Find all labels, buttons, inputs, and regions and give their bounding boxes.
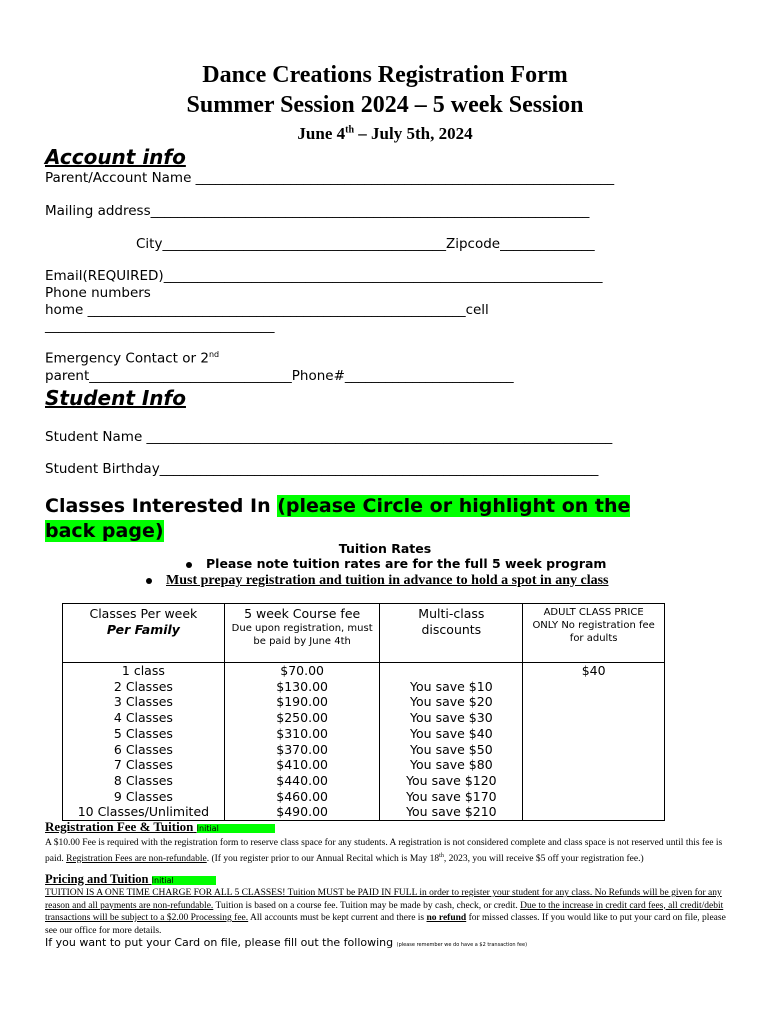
tuition-fee-table <box>62 603 665 821</box>
tuition-rates-heading: Tuition Rates <box>338 541 432 556</box>
student-birthday-field[interactable]: Student Birthday_________________________________________________________________ <box>45 461 599 477</box>
tuition-bullet-1: Please note tuition rates are for the full 5 week program <box>186 556 606 571</box>
table-row: 7 Classes $410.00 You save $80 <box>63 757 665 773</box>
table-row: 5 Classes $310.00 You save $40 <box>63 726 665 742</box>
card-on-file-line: If you want to put your Card on file, please fill out the following (please remember we do have a $2 transaction fee) <box>45 936 528 949</box>
pricing-tuition-heading: Pricing and Tuition Initial <box>45 872 216 887</box>
table-row: 3 Classes $190.00 You save $20 <box>63 694 665 710</box>
cell-phone-line[interactable]: __________________________________ <box>45 318 275 334</box>
city-zipcode-field[interactable]: City__________________________________________Zipcode______________ <box>136 236 595 252</box>
registration-fee-text: A $10.00 Fee is required with the registration form to reserve class space for any students. A registration is not considered complete and class space is not reserved until this fee is paid. Registration Fees are non-refundable. (If you register prior to our Annual Recital which is May 18th, 2023, you will receive $5 off your registration fee.) <box>45 838 723 864</box>
student-info-heading: Student Info <box>45 386 186 410</box>
table-row: 9 Classes $460.00 You save $170 <box>63 789 665 805</box>
parent-account-name-field[interactable]: Parent/Account Name ______________________________________________________________ <box>45 170 615 186</box>
bullet-icon <box>146 578 152 584</box>
registration-fee-heading: Registration Fee & Tuition Initial <box>45 819 275 835</box>
classes-highlight-note: (please Circle or highlight on the <box>277 495 631 517</box>
registration-initial-field[interactable]: Initial <box>197 824 275 833</box>
pricing-tuition-text: TUITION IS A ONE TIME CHARGE FOR ALL 5 CLASSES! Tuition MUST be PAID IN FULL in order to register your student for any class. No Refunds will be given for any reason and all payments are non-refundable. Tuition is based on a course fee. Tuition may be made by cash, check, or credit. Due to the increase in credit card fees, all credit/debit transactions will be subject to a $2.00 Processing fee. All accounts must be kept current and there is no refund for missed classes. If you would like to put your card on file, please see our office for more details. <box>45 888 726 936</box>
table-header-row <box>63 604 665 663</box>
header-course-fee: 5 week Course fee Due upon registration, must be paid by June 4th <box>224 604 380 663</box>
table-row: 1 class $70.00 $40 <box>63 663 665 679</box>
transaction-fee-note: (please remember we do have a $2 transaction fee) <box>396 942 528 948</box>
header-classes-per-week: Classes Per week Per Family <box>63 604 225 663</box>
form-title: Dance Creations Registration Form <box>202 62 568 88</box>
classes-interested-heading: Classes Interested In (please Circle or highlight on the back page) <box>45 495 631 542</box>
table-row: 8 Classes $440.00 You save $120 <box>63 773 665 789</box>
emergency-contact-field[interactable]: parent______________________________Phone#_________________________ <box>45 368 514 384</box>
mailing-address-field[interactable]: Mailing address_________________________________________________________________ <box>45 203 590 219</box>
emergency-contact-label: Emergency Contact or 2nd <box>45 350 220 367</box>
table-row: 4 Classes $250.00 You save $30 <box>63 710 665 726</box>
header-multi-class-discounts: Multi-class discounts <box>380 604 523 663</box>
student-name-field[interactable]: Student Name _____________________________________________________________________ <box>45 429 613 445</box>
home-cell-phone-field[interactable]: home ________________________________________________________cell <box>45 302 489 318</box>
table-row: 10 Classes/Unlimited $490.00 You save $210 <box>63 804 665 820</box>
bullet-icon <box>186 562 192 568</box>
session-title: Summer Session 2024 – 5 week Session <box>186 92 584 118</box>
table-row: 2 Classes $130.00 You save $10 <box>63 679 665 695</box>
email-field[interactable]: Email(REQUIRED)_________________________________________________________________ <box>45 268 603 284</box>
header-adult-class-price: ADULT CLASS PRICE ONLY No registration fee for adults <box>523 604 665 663</box>
session-dates: June 4th – July 5th, 2024 <box>297 124 473 143</box>
phone-numbers-label: Phone numbers <box>45 285 151 301</box>
tuition-bullet-2: Must prepay registration and tuition in advance to hold a spot in any class <box>146 573 609 589</box>
pricing-initial-field[interactable]: Initial <box>152 876 216 885</box>
account-info-heading: Account info <box>45 145 186 169</box>
table-row: 6 Classes $370.00 You save $50 <box>63 742 665 758</box>
